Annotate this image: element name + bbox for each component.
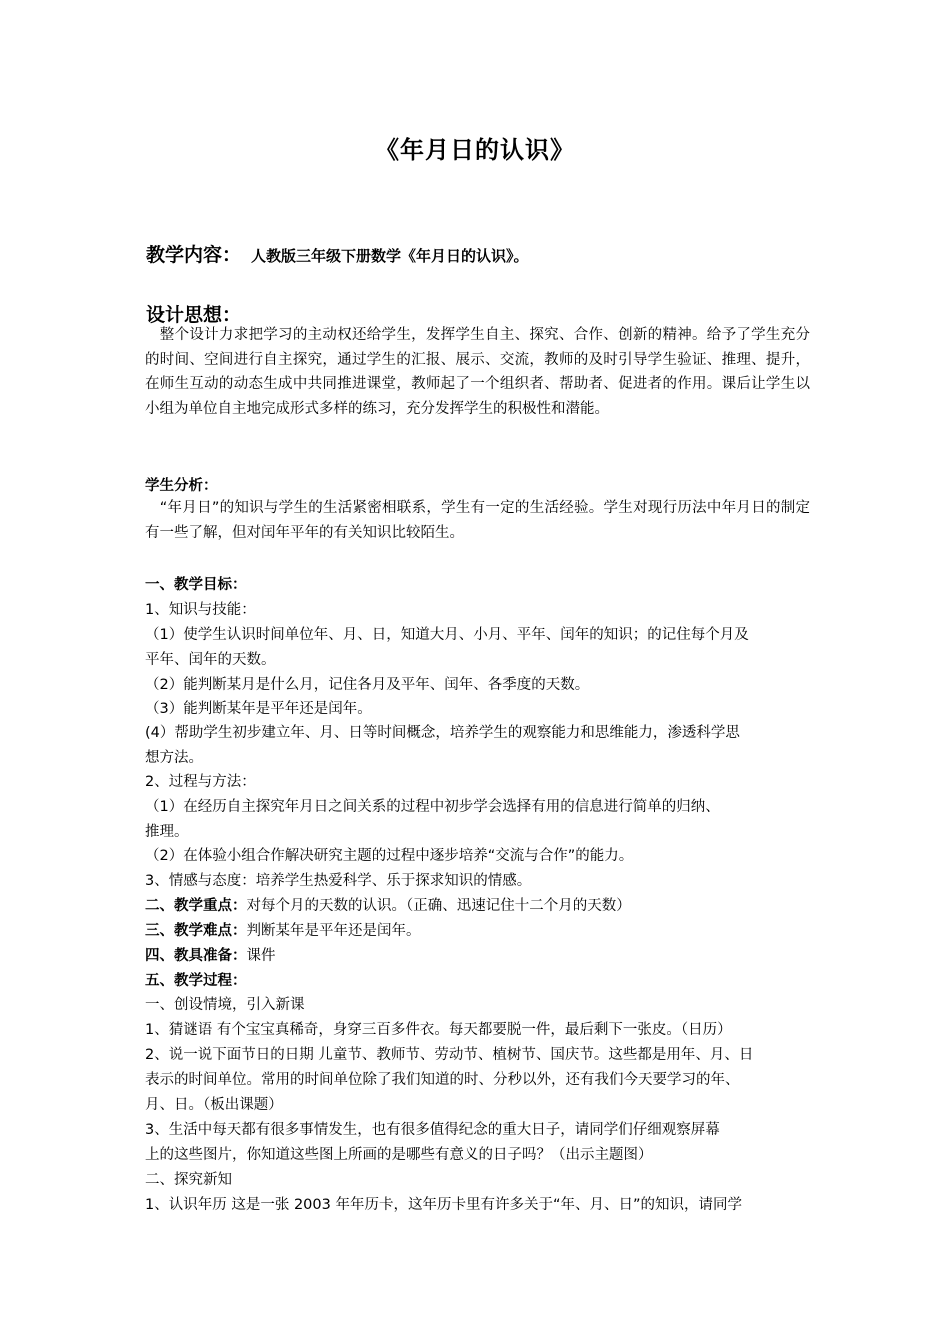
materials-label: 四、教具准备： [145,948,247,964]
process-line: 上的这些图片，你知道这些图上所画的是哪些有意义的日子吗？（出示主题图） [145,1147,653,1163]
difficulty-line [145,921,815,941]
design-heading: 设计思想： [146,304,242,326]
process-line: 月、日。（板出课题） [145,1097,283,1113]
process-line: 表示的时间单位。常用的时间单位除了我们知道的时、分秒以外，还有我们今天要学习的年、 [145,1072,740,1088]
difficulty-label: 三、教学难点： [145,923,247,939]
text-line: （1）在经历自主探究年月日之间关系的过程中初步学会选择有用的信息进行简单的归纳、 [145,799,720,815]
process-line: 1、认识年历 这是一张 2003 年年历卡，这年历卡里有许多关于“年、月、日”的知识，请同学 [145,1197,742,1213]
goals-heading: 一、教学目标： [145,577,247,593]
difficulty-text: 判断某年是平年还是闰年。 [246,923,421,939]
process-line: 1、猜谜语 有个宝宝真稀奇，身穿三百多件衣。每天都要脱一件，最后剩下一张皮。（日历） [145,1022,732,1038]
process-line: 二、探究新知 [145,1172,232,1188]
text-line: （2）能判断某月是什么月，记住各月及平年、闰年、各季度的天数。 [145,677,590,693]
materials-line [145,946,815,966]
process-label: 五、教学过程： [145,973,247,989]
process-line: 3、生活中每天都有很多事情发生，也有很多值得纪念的重大日子，请同学们仔细观察屏幕 [145,1122,720,1138]
teaching-content-label: 教学内容： [146,244,242,266]
process-line: 一、创设情境，引入新课 [145,997,305,1013]
text-line: （1）使学生认识时间单位年、月、日，知道大月、小月、平年、闰年的知识；的记住每个月及 [145,627,749,643]
text-line: 1、知识与技能： [145,602,256,618]
key-point-label: 二、教学重点： [145,898,247,914]
teaching-content-heading [146,240,529,267]
materials-text: 课件 [246,948,276,964]
text-line: 3、情感与态度：培养学生热爱科学、乐于探求知识的情感。 [145,873,532,889]
analysis-heading: 学生分析： [145,478,218,494]
key-point-line [145,896,815,916]
process-line: 2、说一说下面节日的日期 儿童节、教师节、劳动节、植树节、国庆节。这些都是用年、月、日 [145,1047,754,1063]
process-heading-line [145,971,815,991]
text-line: 推理。 [145,824,189,840]
text-line: 平年、闰年的天数。 [145,652,276,668]
key-point-text: 对每个月的天数的认识。（正确、迅速记住十二个月的天数） [246,898,631,914]
text-line: （3）能判断某年是平年还是闰年。 [145,701,372,717]
teaching-content-value: 人教版三年级下册数学《年月日的认识》。 [251,247,529,265]
text-line: 2、过程与方法： [145,774,256,790]
design-paragraph: 整个设计力求把学习的主动权还给学生，发挥学生自主、探究、合作、创新的精神。给予了学生充分的时间、空间进行自主探究，通过学生的汇报、展示、交流，教师的及时引导学生验证、推理、提升，在师生互动的动态生成中共同推进课堂，教师起了一个组织者、帮助者、促进者的作用。课后让学生以小组为单位自主地完成形式多样的练习，充分发挥学生的积极性和潜能。 [145,327,810,417]
text-line: (4）帮助学生初步建立年、月、日等时间概念，培养学生的观察能力和思维能力，渗透科学思 [145,725,740,741]
text-line: 想方法。 [145,750,203,766]
document-title: 《年月日的认识》 [375,136,575,164]
analysis-paragraph: “年月日”的知识与学生的生活紧密相联系，学生有一定的生活经验。学生对现行历法中年月日的制定有一些了解，但对闰年平年的有关知识比较陌生。 [145,500,810,541]
text-line: （2）在体验小组合作解决研究主题的过程中逐步培养“交流与合作”的能力。 [145,848,634,864]
